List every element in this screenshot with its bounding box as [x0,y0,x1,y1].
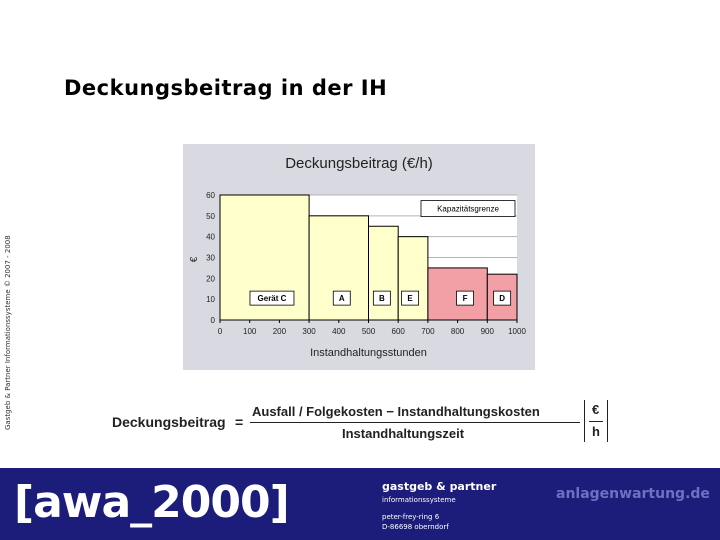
copyright-vertical: Gastgeb & Partner Informationssysteme © 2007 - 2008 [4,235,12,430]
bar-label: A [338,294,345,304]
x-axis-label: Instandhaltungsstunden [310,347,427,359]
x-tick-label: 400 [332,327,346,336]
formula-fraction-line [250,422,580,423]
x-tick-label: 800 [450,327,465,336]
bar-label: Gerät C [257,294,287,304]
x-tick-label: 700 [421,327,435,336]
bar-label: E [407,294,413,304]
x-tick-label: 500 [361,327,376,336]
address-street: peter-frey-ring 6 [382,513,440,521]
formula [110,398,610,446]
formula-unit-bracket [584,400,608,442]
x-tick-label: 1000 [508,327,526,336]
awa-logo: [awa_2000] [14,477,289,528]
y-axis-label: € [189,256,200,263]
company-block [382,480,496,532]
formula-equals: = [235,414,244,430]
y-tick-label: 40 [206,232,215,242]
bar [369,226,399,320]
x-tick-label: 900 [480,327,494,336]
formula-unit-line [589,421,603,422]
company-name: gastgeb & partner [382,480,497,493]
y-tick-label: 50 [206,211,215,221]
formula-denominator: Instandhaltungszeit [342,426,465,441]
bar-chart [183,144,535,370]
annotation-label: Kapazitätsgrenze [437,204,499,214]
formula-numerator: Ausfall / Folgekosten − Instandhaltungskosten [252,404,540,419]
y-tick-label: 20 [206,274,215,284]
formula-unit-numerator: € [592,402,600,417]
x-tick-label: 300 [302,327,316,336]
chart-panel [183,144,535,370]
y-tick-label: 60 [206,191,215,200]
y-tick-label: 10 [206,295,215,305]
slide-title: Deckungsbeitrag in der IH [64,76,388,100]
x-tick-label: 100 [243,327,257,336]
x-tick-label: 600 [391,327,405,336]
formula-lhs: Deckungsbeitrag [112,414,226,430]
x-tick-label: 200 [272,327,287,336]
bar-label: B [378,294,385,304]
bar-label: F [462,294,468,304]
website-link[interactable]: anlagenwartung.de [556,486,710,502]
x-tick-label: 0 [217,327,223,336]
footer-banner [0,468,720,540]
address-city: D-86698 oberndorf [382,523,449,531]
chart-title: Deckungsbeitrag (€/h) [285,155,433,172]
company-address [382,512,496,532]
bar [398,237,428,320]
y-tick-label: 0 [210,316,215,325]
bar-label: D [499,294,506,304]
company-subtitle: informationssysteme [382,496,456,504]
y-tick-label: 30 [206,253,215,263]
formula-unit-denominator: h [592,424,600,439]
